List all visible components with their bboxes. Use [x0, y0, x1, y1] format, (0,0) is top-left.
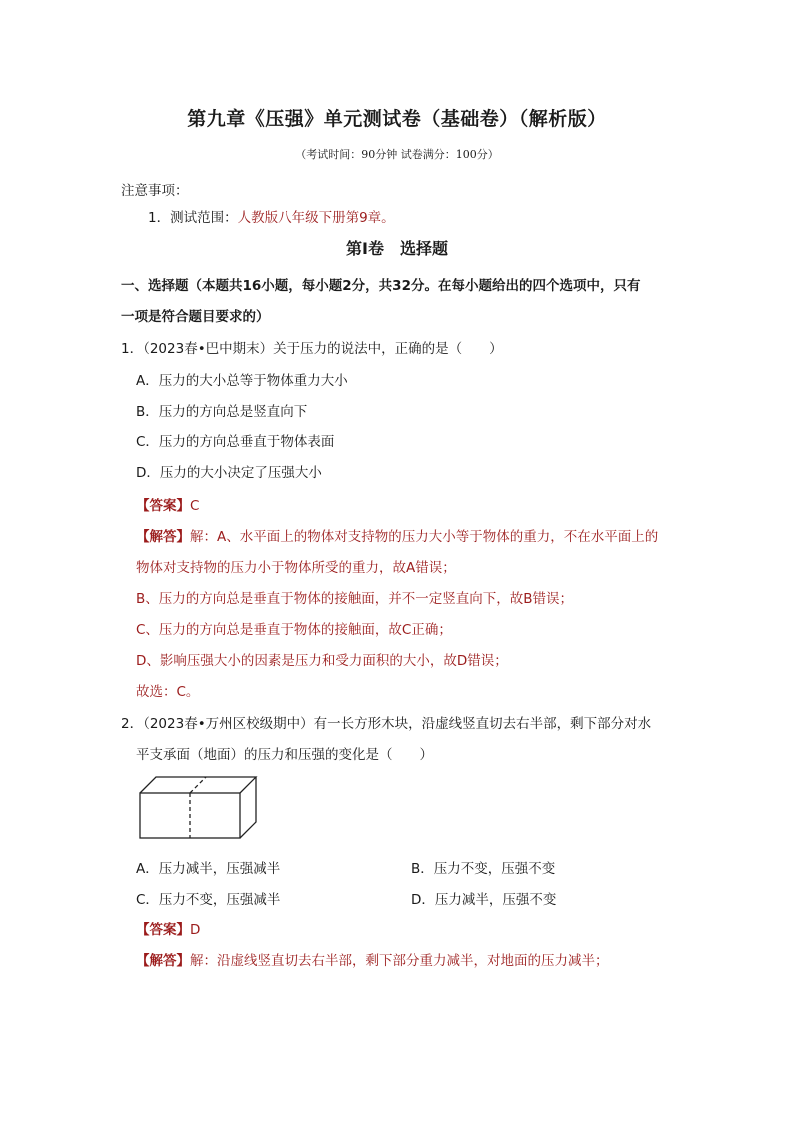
page-title: 第九章《压强》单元测试卷（基础卷）（解析版） — [187, 108, 607, 130]
block-right-face — [240, 777, 256, 838]
q1-analysis-line-3: B、压力的方向总是垂直于物体的接触面，并不一定竖直向下，故B错误； — [136, 591, 574, 607]
q2-option-a: A．压力减半，压强减半 — [136, 861, 281, 877]
block-top-face — [140, 777, 256, 793]
q2-stem-line-2: 平支承面（地面）的压力和压强的变化是（ ） — [136, 747, 433, 763]
q1-analysis-line-5: D、影响压强大小的因素是压力和受力面积的大小，故D错误； — [136, 653, 508, 669]
q1-option-a: A．压力的大小总等于物体重力大小 — [136, 373, 348, 389]
notes-heading: 注意事项： — [121, 183, 189, 199]
exam-info: （考试时间：90分钟 试卷满分：100分） — [295, 148, 499, 161]
q2-answer — [136, 918, 200, 938]
q2-analysis — [136, 949, 609, 969]
q2-option-d: D．压力减半，压强不变 — [411, 892, 557, 908]
q1-stem: 1．（2023春•巴中期末）关于压力的说法中，正确的是（ ） — [121, 341, 503, 357]
q1-analysis-lead: 解： — [190, 529, 217, 545]
notes-item-prefix: 1．测试范围： — [148, 210, 238, 226]
notes-item — [148, 206, 395, 226]
q1-answer-label: 【答案】 — [136, 498, 190, 514]
wood-block-figure — [136, 773, 260, 841]
cut-dashed-line — [190, 777, 206, 838]
q1-analysis-line-1 — [136, 525, 658, 545]
q1-choice: 故选：C。 — [136, 684, 200, 700]
q2-stem-line-1: 2．（2023春•万州区校级期中）有一长方形木块，沿虚线竖直切去右半部，剩下部分对水 — [121, 716, 652, 732]
q1-analysis-label: 【解答】 — [136, 529, 190, 545]
q1-analysis-line-2: 物体对支持物的压力小于物体所受的重力，故A错误； — [136, 560, 456, 576]
q1-answer-value: C — [190, 498, 200, 514]
section-name: 选择题 — [399, 239, 448, 258]
q1-analysis-text-1: A、水平面上的物体对支持物的压力大小等于物体的重力，不在水平面上的 — [217, 529, 659, 545]
section-heading — [0, 236, 794, 259]
q1-option-c: C．压力的方向总垂直于物体表面 — [136, 434, 335, 450]
notes-item-scope: 人教版八年级下册第9章。 — [237, 210, 395, 226]
q1-analysis-line-4: C、压力的方向总是垂直于物体的接触面，故C正确； — [136, 622, 452, 638]
q2-option-c: C．压力不变，压强减半 — [136, 892, 281, 908]
instruction-line-1: 一、选择题（本题共16小题，每小题2分，共32分。在每小题给出的四个选项中，只有 — [121, 278, 641, 294]
q1-answer — [136, 494, 199, 514]
q2-analysis-label: 【解答】 — [136, 953, 190, 969]
q2-answer-label: 【答案】 — [136, 922, 190, 938]
q1-option-d: D．压力的大小决定了压强大小 — [136, 465, 322, 481]
q1-option-b: B．压力的方向总是竖直向下 — [136, 404, 308, 420]
q2-answer-value: D — [190, 922, 201, 938]
section-part: 第Ⅰ卷 — [346, 239, 384, 258]
q2-option-b: B．压力不变，压强不变 — [411, 861, 556, 877]
q2-analysis-text: 解：沿虚线竖直切去右半部，剩下部分重力减半，对地面的压力减半； — [190, 953, 609, 969]
instruction-line-2: 一项是符合题目要求的） — [121, 309, 270, 325]
